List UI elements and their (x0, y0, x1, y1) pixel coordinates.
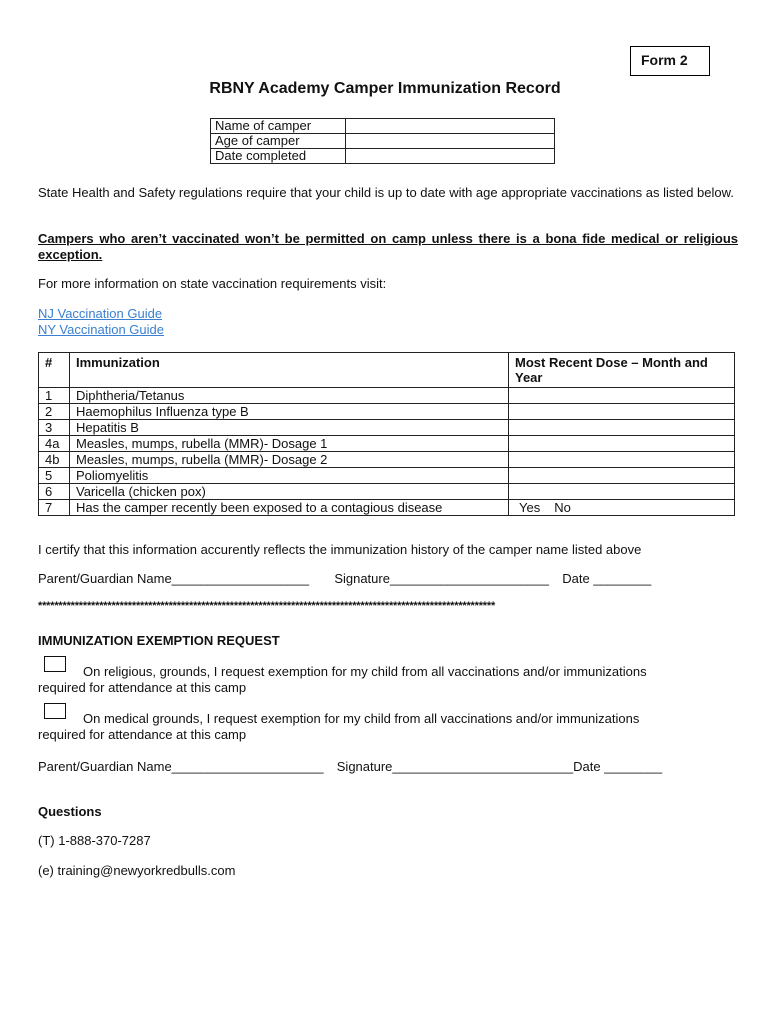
signature-field[interactable]: Signature______________________ (334, 571, 550, 586)
row-number: 5 (39, 468, 70, 484)
dose-date-field[interactable] (509, 452, 735, 468)
dose-date-field[interactable] (509, 468, 735, 484)
table-row (39, 404, 735, 420)
dose-date-field[interactable] (509, 388, 735, 404)
row-number: 1 (39, 388, 70, 404)
row-number: 7 (39, 500, 70, 516)
camper-info-table (210, 118, 555, 164)
certification-statement: I certify that this information accurently reflects the immunization history of the camper name listed above (38, 542, 642, 557)
immunization-table-header (39, 353, 735, 388)
immunization-name: Measles, mumps, rubella (MMR)- Dosage 1 (70, 436, 509, 452)
camper-info-row (211, 134, 555, 149)
dose-date-field[interactable] (509, 484, 735, 500)
table-row (39, 452, 735, 468)
age-of-camper-label: Age of camper (211, 134, 346, 149)
row-number: 3 (39, 420, 70, 436)
immunization-name: Diphtheria/Tetanus (70, 388, 509, 404)
religious-exemption-text (38, 664, 738, 696)
table-row (39, 484, 735, 500)
table-row (39, 500, 735, 516)
dose-date-field[interactable] (509, 436, 735, 452)
medical-exemption-line: On medical grounds, I request exemption for my child from all vaccinations and/or immunizations (83, 711, 640, 726)
medical-exemption-text (38, 711, 738, 743)
table-row (39, 436, 735, 452)
date-completed-field[interactable] (346, 149, 555, 164)
recent-dose-column-header: Most Recent Dose – Month and Year (509, 353, 735, 388)
immunization-name: Poliomyelitis (70, 468, 509, 484)
row-number: 2 (39, 404, 70, 420)
no-option[interactable]: No (554, 500, 571, 515)
age-of-camper-field[interactable] (346, 134, 555, 149)
religious-exemption-continuation: required for attendance at this camp (38, 680, 247, 695)
yes-option[interactable]: Yes (519, 500, 541, 515)
vaccination-warning: Campers who aren’t vaccinated won’t be permitted on camp unless there is a bona fide medical or religious exception. (38, 231, 738, 262)
table-row (39, 388, 735, 404)
immunization-name: Has the camper recently been exposed to a contagious disease (70, 500, 509, 516)
exemption-heading: IMMUNIZATION EXEMPTION REQUEST (38, 633, 280, 648)
date-field[interactable]: Date ________ (562, 571, 652, 586)
immunization-name: Measles, mumps, rubella (MMR)- Dosage 2 (70, 452, 509, 468)
section-divider: **************************************************************************************************************** (38, 600, 496, 612)
ny-vaccination-guide-link[interactable]: NY Vaccination Guide (38, 322, 164, 337)
guardian-signature-line-2 (38, 759, 738, 775)
form-number-label: Form 2 (641, 52, 688, 68)
contact-phone: (T) 1-888-370-7287 (38, 833, 151, 848)
more-info-text: For more information on state vaccination requirements visit: (38, 276, 387, 291)
page-title: RBNY Academy Camper Immunization Record (209, 80, 561, 97)
name-of-camper-label: Name of camper (211, 119, 346, 134)
parent-name-field[interactable]: Parent/Guardian Name___________________ (38, 571, 310, 586)
camper-info-row (211, 119, 555, 134)
date-completed-label: Date completed (211, 149, 346, 164)
parent-name-field[interactable]: Parent/Guardian Name_____________________ (38, 759, 324, 774)
nj-vaccination-guide-link[interactable]: NJ Vaccination Guide (38, 306, 163, 321)
row-number: 4a (39, 436, 70, 452)
name-of-camper-field[interactable] (346, 119, 555, 134)
immunization-name: Varicella (chicken pox) (70, 484, 509, 500)
dose-date-field[interactable] (509, 404, 735, 420)
dose-date-field[interactable] (509, 420, 735, 436)
row-number: 4b (39, 452, 70, 468)
immunization-name: Hepatitis B (70, 420, 509, 436)
table-row (39, 468, 735, 484)
table-row (39, 420, 735, 436)
form-number-box (630, 46, 710, 76)
exposure-answer-cell (509, 500, 735, 516)
vaccination-links (38, 306, 738, 338)
questions-heading: Questions (38, 804, 102, 819)
medical-exemption-continuation: required for attendance at this camp (38, 727, 247, 742)
camper-info-row (211, 149, 555, 164)
immunization-column-header: Immunization (70, 353, 509, 388)
row-number: 6 (39, 484, 70, 500)
signature-date-field[interactable]: Signature_________________________Date ________ (336, 759, 663, 774)
religious-exemption-line: On religious, grounds, I request exemption for my child from all vaccinations and/or immunizations (83, 664, 647, 679)
intro-paragraph: State Health and Safety regulations require that your child is up to date with age appropriate vaccinations as listed below. (38, 185, 734, 200)
immunization-name: Haemophilus Influenza type B (70, 404, 509, 420)
immunization-table (38, 352, 735, 516)
contact-email: (e) training@newyorkredbulls.com (38, 863, 236, 878)
guardian-signature-line-1 (38, 571, 738, 587)
number-column-header: # (39, 353, 70, 388)
